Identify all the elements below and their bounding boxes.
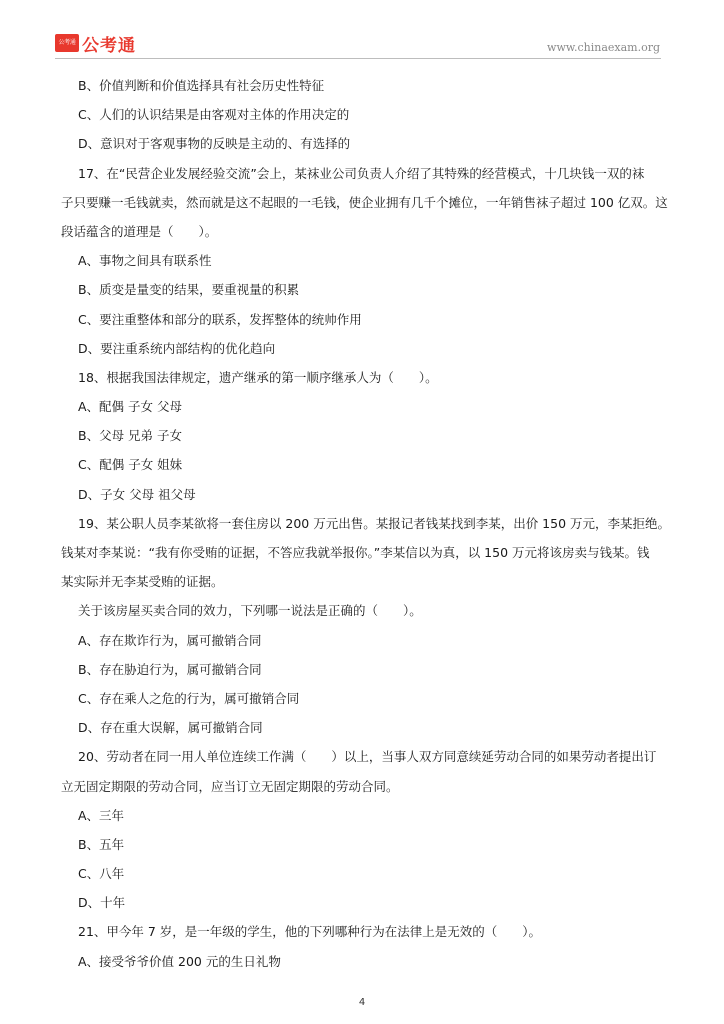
text-line: A、接受爷爷价值 200 元的生日礼物 <box>78 953 281 969</box>
text-line: B、存在胁迫行为，属可撤销合同 <box>78 661 262 677</box>
text-line: A、配偶 子女 父母 <box>78 399 182 415</box>
text-line: C、存在乘人之危的行为，属可撤销合同 <box>78 690 300 706</box>
logo-text: 公考通 <box>82 35 136 56</box>
text-line: B、价值判断和价值选择具有社会历史性特征 <box>78 78 325 93</box>
site-url[interactable]: www.chinaexam.org <box>547 41 660 54</box>
text-line: B、质变是量变的结果，要重视量的积累 <box>78 282 300 298</box>
text-line: 子只要赚一毛钱就卖，然而就是这不起眼的一毛钱，使企业拥有几千个摊位，一年销售袜子超过 100 亿双。这 <box>61 194 668 210</box>
page-number: 4 <box>358 997 366 1008</box>
text-line: D、要注重系统内部结构的优化趋向 <box>78 340 276 356</box>
text-line: C、要注重整体和部分的联系，发挥整体的统帅作用 <box>78 311 362 327</box>
text-line: B、五年 <box>78 836 125 852</box>
text-line: 17、在“民营企业发展经验交流”会上，某袜业公司负责人介绍了其特殊的经营模式，十几块钱一双的袜 <box>78 165 645 181</box>
text-line: A、存在欺诈行为，属可撤销合同 <box>78 632 262 648</box>
logo[interactable] <box>55 33 136 56</box>
text-line: 20、劳动者在同一用人单位连续工作满（ ）以上，当事人双方同意续延劳动合同的如果劳动者提出订 <box>78 749 657 765</box>
text-line: A、事物之间具有联系性 <box>78 253 212 269</box>
header-divider <box>55 58 661 59</box>
text-line: D、存在重大误解，属可撤销合同 <box>78 720 263 736</box>
text-line: 21、甲今年 7 岁，是一年级的学生，他的下列哪种行为在法律上是无效的（ ）。 <box>78 924 542 940</box>
text-line: B、父母 兄弟 子女 <box>78 428 183 444</box>
text-line: D、子女 父母 祖父母 <box>78 486 196 502</box>
text-line: 段话蕴含的道理是（ ）。 <box>61 223 218 239</box>
text-line: 钱某对李某说：“我有你受贿的证据，不答应我就举报你。”李某信以为真，以 150 万元将该房卖与钱某。钱 <box>61 545 650 560</box>
text-line: 某实际并无李某受贿的证据。 <box>61 574 224 590</box>
text-line: 立无固定期限的劳动合同，应当订立无固定期限的劳动合同。 <box>61 778 399 794</box>
text-line: C、配偶 子女 姐妹 <box>78 457 183 473</box>
text-line: D、意识对于客观事物的反映是主动的、有选择的 <box>78 136 351 152</box>
text-line: 18、根据我国法律规定，遗产继承的第一顺序继承人为（ ）。 <box>78 369 438 385</box>
text-line: D、十年 <box>78 895 126 911</box>
logo-badge: 公考通 <box>55 34 79 52</box>
text-line: 关于该房屋买卖合同的效力，下列哪一说法是正确的（ ）。 <box>78 603 422 619</box>
text-line: C、人们的认识结果是由客观对主体的作用决定的 <box>78 107 350 123</box>
page-header <box>0 0 724 62</box>
document-body <box>61 76 671 981</box>
text-line: C、八年 <box>78 866 125 882</box>
text-line: 19、某公职人员李某欲将一套住房以 200 万元出售。某报记者钱某找到李某，出价 150 万元，李某拒绝。 <box>78 515 671 531</box>
text-line: A、三年 <box>78 807 125 823</box>
